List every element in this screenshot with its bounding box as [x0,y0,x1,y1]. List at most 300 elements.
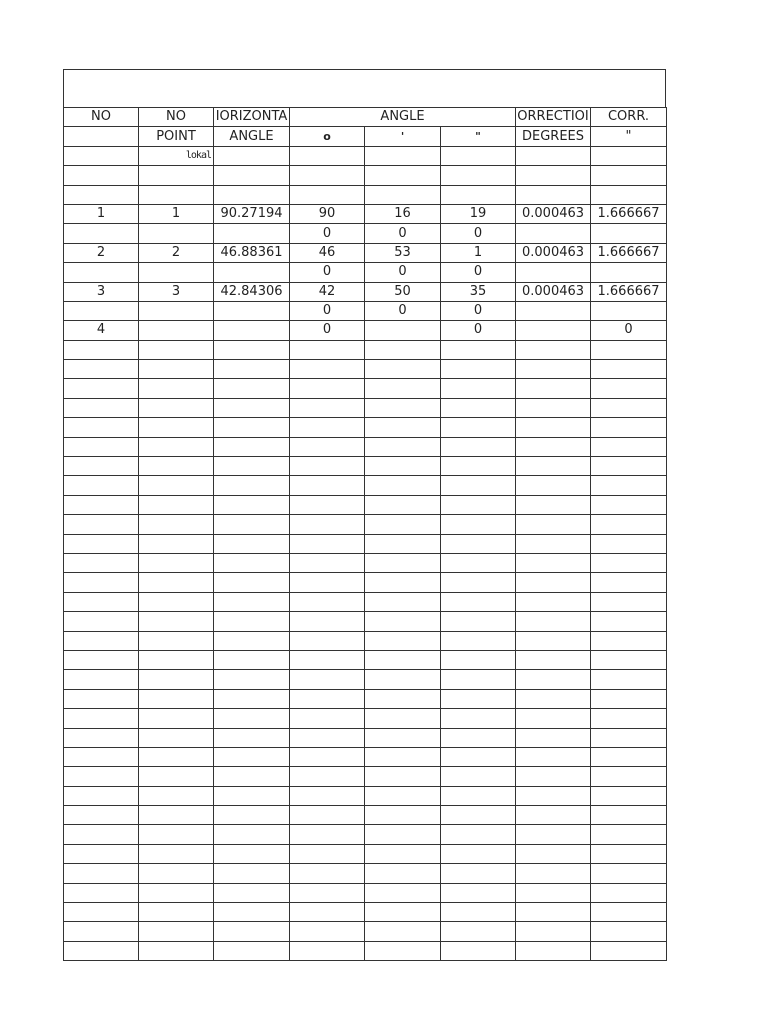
cell [64,825,139,844]
cell [214,553,290,572]
cell [591,786,667,805]
cell [290,806,365,825]
cell [441,631,516,650]
cell [441,883,516,902]
cell [441,650,516,669]
cell [64,689,139,708]
cell-point [139,321,214,340]
table-row [64,728,667,747]
cell [441,398,516,417]
cell [214,786,290,805]
cell [516,767,591,786]
header-correction-top: ORRECTIOI [516,108,591,127]
cell [591,457,667,476]
table-row [64,360,667,379]
cell [516,631,591,650]
cell [591,553,667,572]
cell-point [139,301,214,320]
cell-correction [516,301,591,320]
cell [139,864,214,883]
cell-corr: 1.666667 [591,204,667,223]
cell [139,185,214,204]
cell [591,592,667,611]
cell [591,612,667,631]
cell [214,166,290,185]
cell [139,709,214,728]
cell [139,903,214,922]
cell [139,825,214,844]
cell [214,767,290,786]
cell [516,825,591,844]
cell [214,612,290,631]
cell-horizontal [214,224,290,243]
angle-table [63,107,667,961]
cell [214,398,290,417]
cell [64,398,139,417]
cell [591,864,667,883]
cell [214,631,290,650]
cell [365,515,441,534]
cell [441,806,516,825]
cell [64,767,139,786]
cell [139,728,214,747]
cell [441,495,516,514]
cell-min: 53 [365,243,441,262]
cell [290,495,365,514]
cell [290,844,365,863]
cell [441,166,516,185]
sub-label-lokal: lokal [139,146,214,165]
cell [441,864,516,883]
cell [64,709,139,728]
cell-no [64,224,139,243]
cell [365,747,441,766]
cell-deg: 0 [290,263,365,282]
cell [591,379,667,398]
table-row [64,166,667,185]
table-row [64,204,667,223]
cell [591,360,667,379]
cell [365,670,441,689]
cell [214,515,290,534]
sub-label-row [64,146,667,165]
table-row [64,844,667,863]
cell [591,573,667,592]
cell [214,592,290,611]
cell [365,146,441,165]
cell [214,883,290,902]
table-row [64,263,667,282]
cell [441,728,516,747]
cell [64,806,139,825]
cell-sec: 19 [441,204,516,223]
cell [139,553,214,572]
table-row [64,224,667,243]
cell-sec: 1 [441,243,516,262]
cell [139,379,214,398]
cell [516,903,591,922]
cell [139,495,214,514]
cell [591,883,667,902]
cell [365,437,441,456]
table-row [64,650,667,669]
cell [64,883,139,902]
cell [441,146,516,165]
cell [290,573,365,592]
cell-deg: 0 [290,224,365,243]
cell [64,941,139,960]
cell [516,592,591,611]
cell [214,689,290,708]
cell [441,747,516,766]
cell [365,825,441,844]
table-row [64,825,667,844]
cell [139,457,214,476]
cell [214,864,290,883]
cell [591,495,667,514]
cell [290,922,365,941]
table-row [64,747,667,766]
cell [591,146,667,165]
cell [290,379,365,398]
cell [214,650,290,669]
cell [591,166,667,185]
cell [214,825,290,844]
cell [214,709,290,728]
header-no-point-top: NO [139,108,214,127]
cell [139,689,214,708]
cell [516,612,591,631]
cell [290,166,365,185]
table-row [64,670,667,689]
cell-point [139,224,214,243]
cell [591,844,667,863]
header-angle: ANGLE [290,108,516,127]
cell [64,747,139,766]
cell [64,360,139,379]
cell [365,398,441,417]
cell [214,922,290,941]
cell [139,747,214,766]
table-row [64,418,667,437]
table-row [64,709,667,728]
cell [214,360,290,379]
cell [516,457,591,476]
cell [591,689,667,708]
cell [516,709,591,728]
cell [290,592,365,611]
cell-corr [591,263,667,282]
table-row [64,495,667,514]
cell [516,728,591,747]
cell [139,612,214,631]
table-row [64,573,667,592]
cell [290,534,365,553]
table-row [64,476,667,495]
cell [365,689,441,708]
cell [290,689,365,708]
cell [64,922,139,941]
cell [290,515,365,534]
cell [516,418,591,437]
cell [214,941,290,960]
cell [441,360,516,379]
cell [290,883,365,902]
cell [365,360,441,379]
cell [214,476,290,495]
cell [139,631,214,650]
cell [365,883,441,902]
table-row [64,321,667,340]
spreadsheet [63,69,666,961]
cell [214,728,290,747]
cell [64,612,139,631]
cell-corr [591,301,667,320]
table-row [64,282,667,301]
cell [64,553,139,572]
cell-deg: 0 [290,321,365,340]
table-row [64,534,667,553]
table-row [64,767,667,786]
cell-deg: 0 [290,301,365,320]
cell [516,398,591,417]
cell [290,146,365,165]
cell [64,650,139,669]
cell-horizontal [214,321,290,340]
cell-correction [516,321,591,340]
cell [441,515,516,534]
cell [139,941,214,960]
header-horizontal-top: IORIZONTA [214,108,290,127]
cell [441,941,516,960]
cell [139,844,214,863]
table-row [64,437,667,456]
cell-horizontal [214,263,290,282]
cell [290,340,365,359]
cell [441,185,516,204]
cell [365,709,441,728]
header-correction-bottom: DEGREES [516,127,591,146]
cell [365,786,441,805]
cell [214,185,290,204]
cell [591,825,667,844]
cell [139,398,214,417]
cell-deg: 46 [290,243,365,262]
cell [591,398,667,417]
cell [139,340,214,359]
cell [591,437,667,456]
cell [516,360,591,379]
header-minute-symbol: ' [365,127,441,146]
cell [290,670,365,689]
cell [64,903,139,922]
cell [139,883,214,902]
table-row [64,689,667,708]
cell [365,340,441,359]
cell [516,689,591,708]
cell [290,767,365,786]
cell [591,941,667,960]
cell-no: 1 [64,204,139,223]
header-no-point-bottom: POINT [139,127,214,146]
cell [591,728,667,747]
cell [516,941,591,960]
table-row [64,786,667,805]
cell [290,864,365,883]
cell [290,457,365,476]
header-horizontal-bottom: ANGLE [214,127,290,146]
cell [214,379,290,398]
cell-horizontal: 42.84306 [214,282,290,301]
cell [365,418,441,437]
header-second-symbol: " [441,127,516,146]
cell [441,592,516,611]
cell [516,166,591,185]
cell-correction [516,263,591,282]
cell [139,592,214,611]
cell [441,457,516,476]
cell-sec: 35 [441,282,516,301]
cell-sec: 0 [441,263,516,282]
cell [441,709,516,728]
cell [139,806,214,825]
cell [290,747,365,766]
cell [365,922,441,941]
cell [214,903,290,922]
cell [441,767,516,786]
cell [214,457,290,476]
cell [64,476,139,495]
cell [214,340,290,359]
cell [516,515,591,534]
cell [64,418,139,437]
header-corr-bottom: " [591,127,667,146]
cell-min [365,321,441,340]
cell [365,166,441,185]
cell [64,379,139,398]
cell [139,650,214,669]
cell-min: 16 [365,204,441,223]
cell [365,185,441,204]
cell-min: 0 [365,224,441,243]
cell [441,437,516,456]
cell [591,806,667,825]
table-row [64,631,667,650]
cell [64,573,139,592]
table-row [64,301,667,320]
cell [441,553,516,572]
cell [139,786,214,805]
cell [64,166,139,185]
table-row [64,379,667,398]
cell [516,476,591,495]
cell [139,476,214,495]
cell [516,146,591,165]
cell [365,806,441,825]
cell [516,573,591,592]
cell [441,573,516,592]
table-row [64,903,667,922]
cell [591,631,667,650]
cell [591,670,667,689]
cell [591,767,667,786]
cell [441,922,516,941]
cell-horizontal: 90.27194 [214,204,290,223]
cell [365,573,441,592]
cell [290,786,365,805]
cell [365,903,441,922]
cell [516,786,591,805]
cell-point: 1 [139,204,214,223]
table-row [64,883,667,902]
cell-horizontal [214,301,290,320]
cell [64,534,139,553]
cell [591,709,667,728]
cell [139,437,214,456]
cell-sec: 0 [441,224,516,243]
cell [441,844,516,863]
cell [290,398,365,417]
cell-no: 3 [64,282,139,301]
cell [139,534,214,553]
table-row [64,941,667,960]
cell [365,534,441,553]
table-row [64,922,667,941]
cell [365,941,441,960]
cell-deg: 90 [290,204,365,223]
cell [516,379,591,398]
title-row [63,69,666,107]
cell [591,185,667,204]
cell-point [139,263,214,282]
cell [591,515,667,534]
header-no-blank [64,127,139,146]
cell [214,146,290,165]
table-row [64,612,667,631]
cell [516,864,591,883]
cell [214,670,290,689]
cell [139,670,214,689]
cell [441,534,516,553]
cell [591,747,667,766]
cell-corr [591,224,667,243]
cell [290,553,365,572]
cell [290,360,365,379]
cell [365,631,441,650]
cell [441,670,516,689]
table-row [64,864,667,883]
cell [214,806,290,825]
table-row [64,457,667,476]
cell [516,844,591,863]
cell [290,825,365,844]
cell-correction [516,224,591,243]
cell [214,844,290,863]
cell [591,903,667,922]
cell [64,515,139,534]
cell [441,379,516,398]
cell [64,728,139,747]
cell [441,476,516,495]
cell [591,534,667,553]
cell [64,670,139,689]
cell [214,747,290,766]
table-row [64,553,667,572]
cell [214,495,290,514]
cell [365,767,441,786]
cell-deg: 42 [290,282,365,301]
cell-horizontal: 46.88361 [214,243,290,262]
